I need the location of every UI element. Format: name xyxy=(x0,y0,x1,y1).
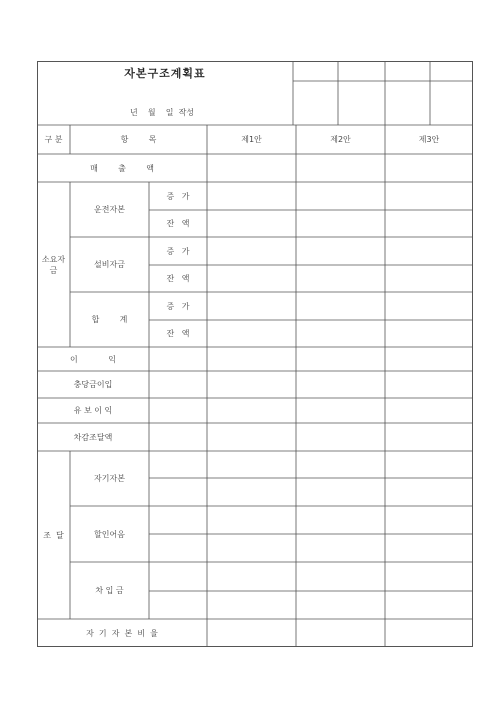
row-net-funding: 차감조달액 xyxy=(73,432,113,442)
date-line: 년 월 일 작성 xyxy=(129,107,195,117)
header-plan-3: 제3안 xyxy=(418,135,440,144)
row-group-required-funds: 소요자 금 xyxy=(41,254,66,275)
row-equipment-funds-balance: 잔 액 xyxy=(166,274,190,283)
row-retained-earnings: 유 보 이 익 xyxy=(73,406,113,415)
row-equity: 자기자본 xyxy=(94,474,125,483)
row-profit: 이 익 xyxy=(70,354,116,364)
row-group-financing: 조 달 xyxy=(43,530,64,540)
row-working-capital-increase: 증 가 xyxy=(166,191,190,201)
row-borrowings: 차 입 금 xyxy=(95,586,124,595)
header-item: 항 목 xyxy=(120,135,157,144)
header-plan-2: 제2안 xyxy=(330,135,351,144)
capital-structure-plan-form xyxy=(37,61,473,647)
header-division: 구 분 xyxy=(44,135,63,144)
row-equity-ratio: 자 기 자 본 비 율 xyxy=(86,628,158,638)
header-plan-1: 제1안 xyxy=(241,135,262,144)
row-total: 합 계 xyxy=(91,315,128,324)
row-equipment-funds-increase: 증 가 xyxy=(166,246,190,256)
row-sales: 매 출 액 xyxy=(90,163,154,173)
row-equipment-funds: 설비자금 xyxy=(94,260,125,269)
row-total-increase: 증 가 xyxy=(166,301,190,311)
row-discounted-notes: 할인어음 xyxy=(94,529,125,539)
row-total-balance: 잔 액 xyxy=(166,329,190,338)
document-title: 자본구조계획표 xyxy=(124,66,206,80)
row-working-capital-balance: 잔 액 xyxy=(166,219,190,228)
row-allowance-transfer: 충당금이입 xyxy=(73,380,113,389)
row-working-capital: 운전자본 xyxy=(94,205,125,214)
